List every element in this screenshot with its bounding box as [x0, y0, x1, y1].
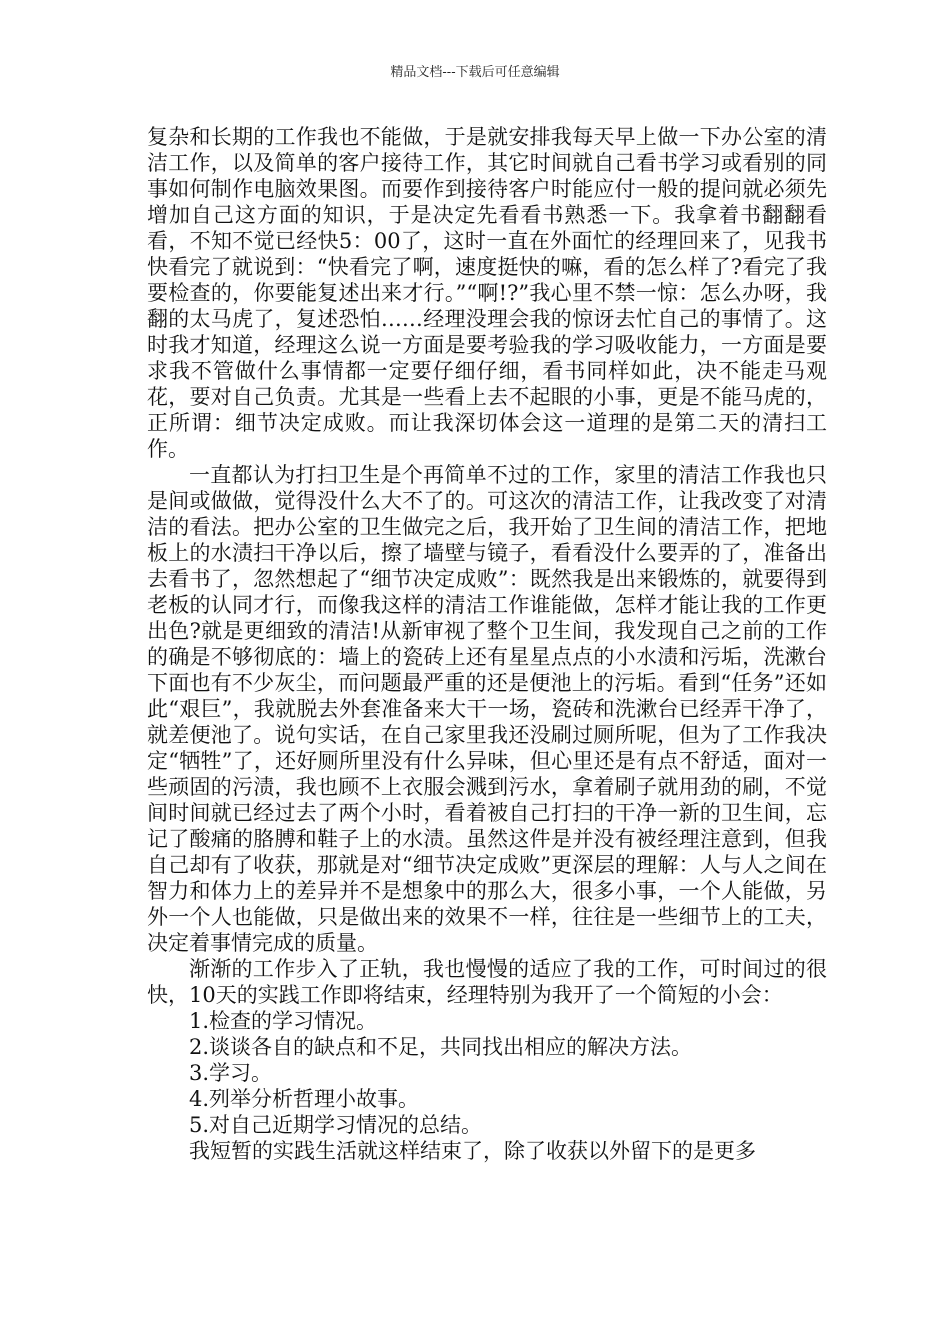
meeting-agenda-list [147, 1008, 827, 1138]
paragraph-closing: 我短暂的实践生活就这样结束了，除了收获以外留下的是更多 [189, 1139, 756, 1163]
paragraph-cleaning: 一直都认为打扫卫生是个再简单不过的工作，家里的清洁工作我也只是间或做做，觉得没什么大不了的。可这次的清洁工作，让我改变了对清洁的看法。把办公室的卫生做完之后，我开始了卫生间的清洁工作，把地板上的水渍扫干净以后，擦了墙壁与镜子，看看没什么要弄的了，准备出去看书了，忽然想起了“细节决定成败”：既然我是出来锻炼的，就要得到老板的认同才行，而像我这样的清洁工作谁能做，怎样才能让我的工作更出色?就是更细致的清洁!从新审视了整个卫生间，我发现自己之前的工作的确是不够彻底的：墙上的瓷砖上还有星星点点的小水渍和污垢，洗漱台下面也有不少灰尘，而问题最严重的还是便池上的污垢。看到“任务”还如此“艰巨”，我就脱去外套准备来大干一场，瓷砖和洗漱台已经弄干净了，就差便池了。说句实话，在自己家里我还没刷过厕所呢，但为了工作我决定“牺牲”了，还好厕所里没有什么异味，但心里还是有点不舒适，面对一些顽固的污渍，我也顾不上衣服会溅到污水，拿着刷子就用劲的刷，不觉间时间就已经过去了两个小时，看着被自己打扫的干净一新的卫生间，忘记了酸痛的胳膊和鞋子上的水渍。虽然这件是并没有被经理注意到，但我自己却有了收获，那就是对“细节决定成败”更深层的理解：人与人之间在智力和体力上的差异并不是想象中的那么大，很多小事，一个人能做，另外一个人也能做，只是做出来的效果不一样，往往是一些细节上的工夫，决定着事情完成的质量。 [147, 463, 827, 955]
paragraph-office-work: 复杂和长期的工作我也不能做，于是就安排我每天早上做一下办公室的清洁工作，以及简单的客户接待工作，其它时间就自己看书学习或看别的同事如何制作电脑效果图。而要作到接待客户时能应付一般的提问就必须先增加自己这方面的知识，于是决定先看看书熟悉一下。我拿着书翻翻看看，不知不觉已经快5：00了，这时一直在外面忙的经理回来了，见我书快看完了就说到：“快看完了啊，速度挺快的嘛，看的怎么样了?看完了我要检查的，你要能复述出来才行。”“啊!?”我心里不禁一惊：怎么办呀，我翻的太马虎了，复述恐怕……经理没理会我的惊讶去忙自己的事情了。这时我才知道，经理这么说一方面是要考验我的学习吸收能力，一方面是要求我不管做什么事情都一定要仔细仔细，看书同样如此，决不能走马观花，要对自己负责。尤其是一些看上去不起眼的小事，更是不能马虎的，正所谓：细节决定成败。而让我深切体会这一道理的是第二天的清扫工作。 [147, 125, 827, 461]
list-item: 3.学习。 [189, 1061, 273, 1085]
page-header: 精品文档---下载后可任意编辑 [390, 65, 560, 80]
document-body [147, 124, 827, 1164]
paragraph-meeting: 渐渐的工作步入了正轨，我也慢慢的适应了我的工作，可时间过的很快，10天的实践工作即将结束，经理特别为我开了一个简短的小会： [147, 957, 827, 1007]
list-item: 5.对自己近期学习情况的总结。 [189, 1113, 483, 1137]
list-item: 1.检查的学习情况。 [189, 1009, 378, 1033]
list-item: 2.谈谈各自的缺点和不足，共同找出相应的解决方法。 [189, 1035, 693, 1059]
list-item: 4.列举分析哲理小故事。 [189, 1087, 420, 1111]
